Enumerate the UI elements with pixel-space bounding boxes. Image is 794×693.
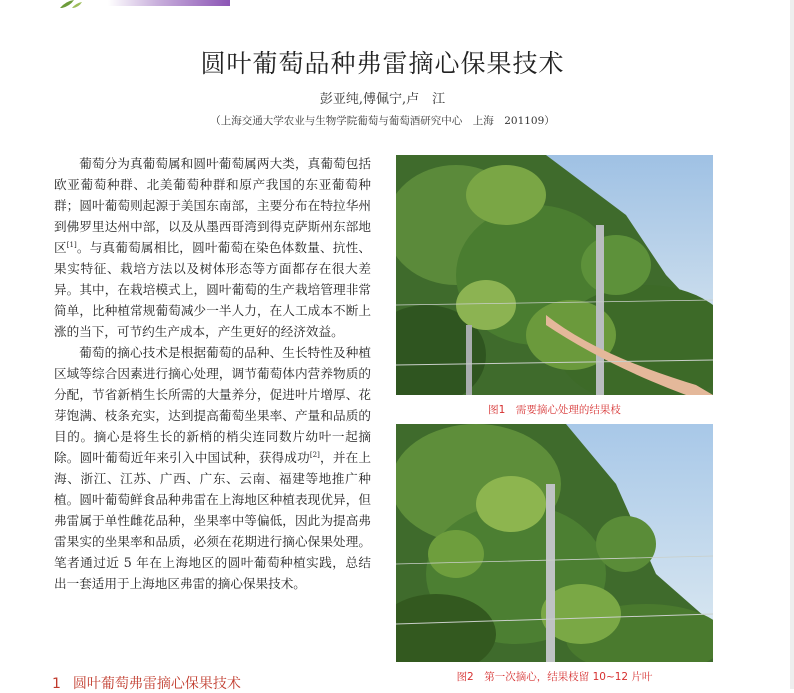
paragraph-1 bbox=[54, 153, 371, 342]
figure-1-photo bbox=[396, 155, 713, 395]
section-number: 1 bbox=[52, 676, 61, 692]
section-title: 圆叶葡萄弗雷摘心保果技术 bbox=[72, 676, 241, 692]
reference-1: [1] bbox=[66, 240, 77, 249]
figure-2-photo bbox=[396, 424, 713, 662]
paragraph-2-part-a: 葡萄的摘心技术是根据葡萄的品种、生长特性及种植区域等综合因素进行摘心处理，调节葡萄体内营养物质的分配，节省新梢生长所需的大量养分，促进叶片增厚、花芽饱满、枝条充实，达到提高葡萄坐果率、产量和品质的目的。摘心是将生长的新梢的梢尖连同数片幼叶一起摘除。圆叶葡萄近年来引入中国试种，获得成功 bbox=[54, 345, 371, 465]
paragraph-2-part-b: ，并在上海、浙江、江苏、广西、广东、云南、福建等地推广种植。圆叶葡萄鲜食品种弗雷在上海地区种植表现优异，但弗雷属于单性雌花品种，坐果率中等偏低，因此为提高弗雷果实的坐果率和品质，必须在花期进行摘心保果处理。笔者通过近 5 年在上海地区的圆叶葡萄种植实践，总结出一套适用于上海地区弗雷的摘心保果技术。 bbox=[54, 450, 372, 591]
section-heading bbox=[52, 673, 382, 693]
header-accent-bar bbox=[108, 0, 230, 6]
page-edge bbox=[790, 0, 794, 689]
article-authors: 彭亚纯,傅佩宁,卢 江 bbox=[319, 92, 446, 107]
body-text-column bbox=[54, 153, 371, 594]
paragraph-1-part-b: 。与真葡萄属相比，圆叶葡萄在染色体数量、抗性、果实特征、栽培方法以及树体形态等方面都存在很大差异。其中，在栽培模式上，圆叶葡萄的生产栽培管理非常简单，比种植常规葡萄减少一半人力，在人工成本不断上涨的当下，可节约生产成本，产生更好的经济效益。 bbox=[54, 240, 372, 339]
figure-2-caption: 图2 第一次摘心，结果枝留 10~12 片叶 bbox=[456, 671, 653, 683]
article-affiliation: （上海交通大学农业与生物学院葡萄与葡萄酒研究中心 上海 201109） bbox=[210, 115, 555, 127]
article-title: 圆叶葡萄品种弗雷摘心保果技术 bbox=[200, 49, 565, 78]
leaf-logo-icon bbox=[58, 0, 84, 8]
figure-1-caption: 图1 需要摘心处理的结果枝 bbox=[488, 404, 621, 416]
paragraph-1-part-a: 葡萄分为真葡萄属和圆叶葡萄属两大类，真葡萄包括欧亚葡萄种群、北美葡萄种群和原产我国的东亚葡萄种群；圆叶葡萄则起源于美国东南部，主要分布在特拉华州到佛罗里达州中部，以及从墨西哥湾到得克萨斯州东部地区 bbox=[54, 156, 371, 255]
paragraph-2 bbox=[54, 342, 371, 594]
reference-2: [2] bbox=[309, 450, 320, 459]
